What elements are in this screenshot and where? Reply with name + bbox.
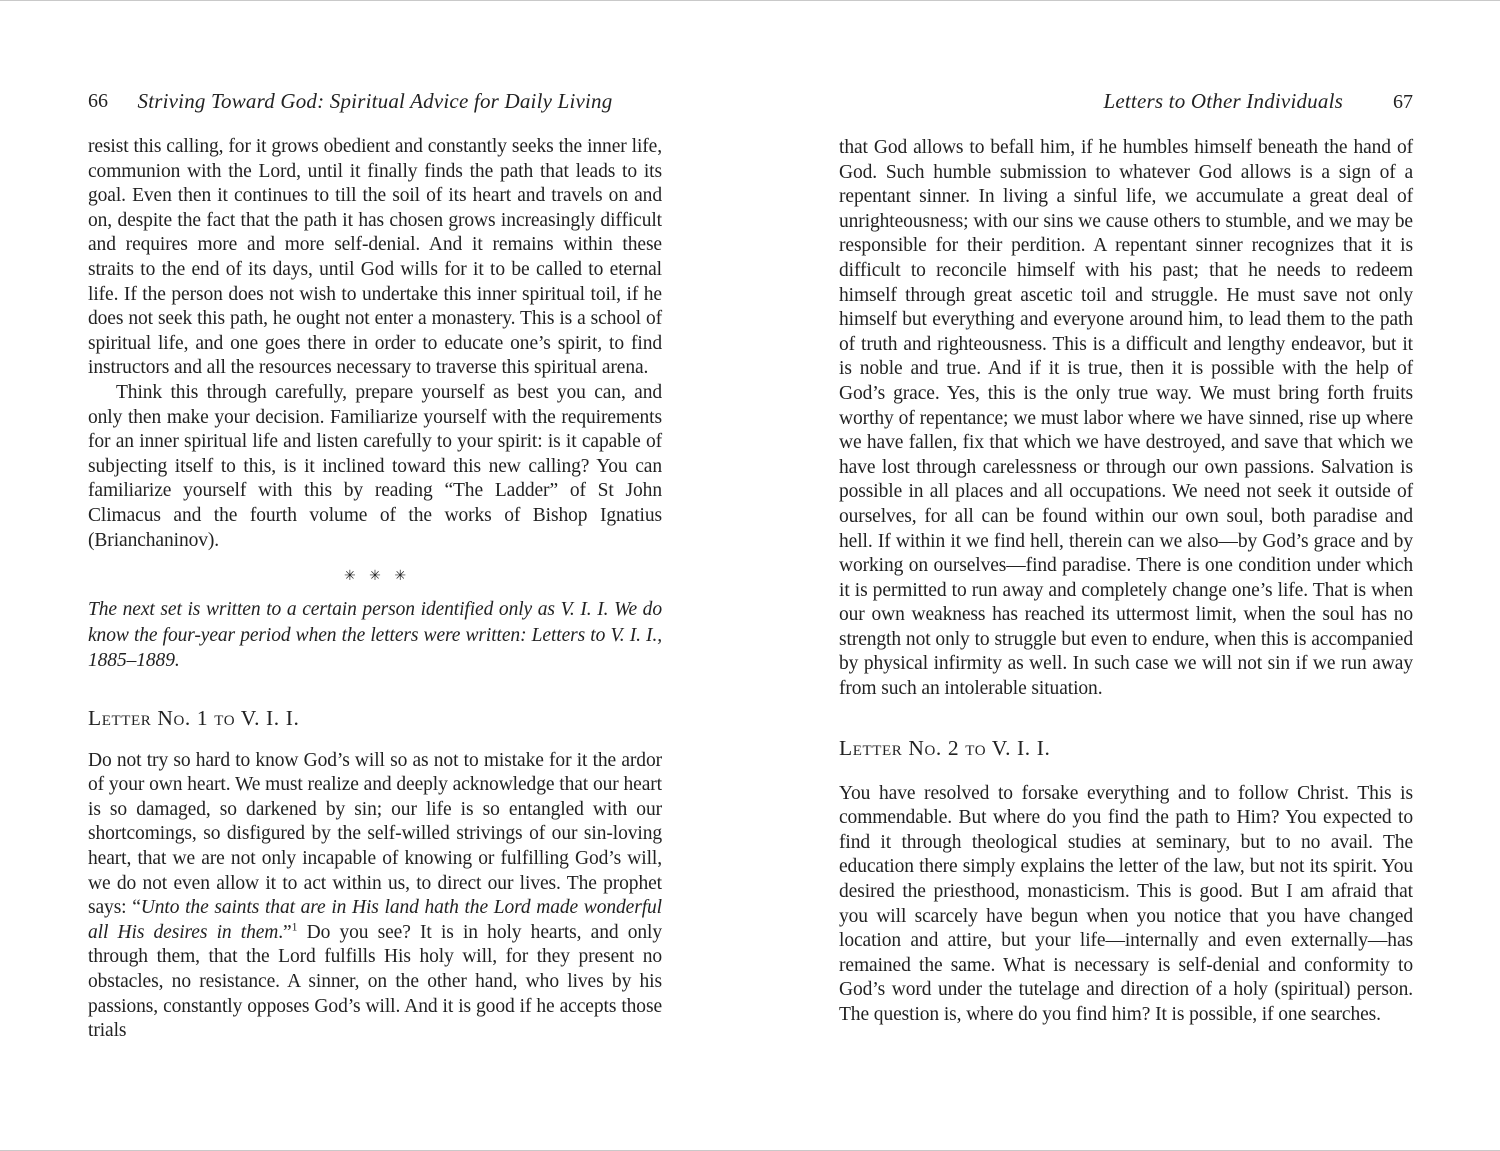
body-paragraph-advice: Think this through carefully, prepare yourself as best you can, and only then make your decision. Familiarize yourself with the requirements for an inner spiritual life and listen carefully to your spirit: is it capable of subjecting itself to this, is it inclined toward this new calling? You can familiarize yourself with this by reading “The Ladder” of St John Climacus and the fourth volume of the works of Bishop Ignatius (Brianchaninov). <box>88 381 662 551</box>
letter-2-heading: Letter No. 2 to V. I. I. <box>839 735 1051 760</box>
letter-1-scripture-quote: Unto the saints that are in His land hath the Lord made wonderful all His desires in them <box>88 897 662 943</box>
letter-1-heading: Letter No. 1 to V. I. I. <box>88 705 300 730</box>
letter-1-body <box>88 749 662 1044</box>
letter-1-text-end: Do you see? It is in holy hearts, and only through them, that the Lord fulfills His holy will, for they present no obstacles, no resistance. A sinner, on the other hand, who lives by his passions, constantly opposes God’s will. And it is good if he accepts those trials <box>88 921 662 1042</box>
top-edge-line <box>0 0 1500 1</box>
left-page-number: 66 <box>88 90 108 112</box>
left-page-header <box>88 88 662 114</box>
right-running-head: Letters to Other Individuals <box>1103 89 1343 113</box>
section-divider-asterisks: ✳ ✳ ✳ <box>343 568 407 585</box>
right-page-number: 67 <box>1393 91 1413 113</box>
letter-1-quote-close: .” <box>278 921 292 943</box>
letter-2-body: You have resolved to forsake everything and to follow Christ. This is commendable. But where do you find the path to Him? You expected to find it through theological studies at seminary, but to no avail. The education there simply explains the letter of the law, but not its spirit. You desired the priesthood, monasticism. This is good. But I am afraid that you will scarcely have begun when you notice that you have changed location and attire, but your life—internally and even externally—has remained the same. What is necessary is self-denial and conformity to God’s word under the tutelage and direction of a holy (spiritual) person. The question is, where do you find him? It is possible, if one searches. <box>839 782 1413 1025</box>
footnote-marker-1: 1 <box>291 920 298 934</box>
editorial-note: The next set is written to a certain person identified only as V. I. I. We do know the four-year period when the letters were written: Letters to V. I. I., 1885–1889. <box>88 599 662 672</box>
letter-1-text-start: Do not try so hard to know God’s will so as not to mistake for it the ardor of your own heart. We must realize and deeply acknowledge that our heart is so damaged, so darkened by sin; our life is so entangled with our shortcomings, so disfigured by the self-willed strivings of our sin-loving heart, that we are not only incapable of knowing or fulfilling God’s will, we do not even allow it to act within us, to direct our lives. The prophet says: “ <box>88 749 662 919</box>
right-page-header <box>839 88 1413 115</box>
right-page <box>839 88 1413 1028</box>
body-paragraph-continuation: resist this calling, for it grows obedient and constantly seeks the inner life, communion with the Lord, until it finally finds the path that leads to its goal. Even then it continues to till the soil of its heart and travels on and on, despite the fact that the path it has chosen grows increasingly difficult and requires more and more self-denial. And it remains within these straits to the end of its days, until God wills for it to be called to eternal life. If the person does not wish to undertake this inner spiritual toil, if he does not seek this path, he ought not enter a monastery. This is a school of spiritual life, and one goes there in order to educate one’s spirit, to find instructors and all the resources necessary to traverse this spiritual arena. <box>88 136 662 379</box>
left-page <box>88 88 662 1044</box>
letter-1-body-continuation: that God allows to befall him, if he humbles himself beneath the hand of God. Such humble submission to whatever God allows is a sign of a repentant sinner. In living a sinful life, we accumulate a great deal of unrighteousness; with our sins we cause others to stumble, and we may be responsible for their perdition. A repentant sinner recognizes that it is difficult to reconcile himself with his past; that he needs to redeem himself through great ascetic toil and struggle. He must save not only himself but everything and everyone around him, to lead them to the path of truth and righteousness. This is a difficult and lengthy endeavor, but it is noble and true. And if it is true, then it is possible with the help of God’s grace. Yes, this is the only true way. We must bring forth fruits worthy of repentance; we must labor where we have sinned, rise up where we have fallen, fix that which we have destroyed, and save that which we have lost through carelessness or through our own passions. Salvation is possible in all places and all occupations. We need not seek it outside of ourselves, for all can be found within our own soul, both paradise and hell. If within it we find hell, therein can we also—by God’s grace and by working on ourselves—find paradise. There is one condition under which it is permitted to run away and completely change one’s life. That is when our own weakness has reached its uttermost limit, when the soul has no strength not only to struggle but even to endure, when this is accompanied by physical infirmity as well. In such case we will not sin if we run away from such an intolerable situation. <box>839 137 1413 700</box>
left-running-head: Striving Toward God: Spiritual Advice for Daily Living <box>137 89 613 113</box>
